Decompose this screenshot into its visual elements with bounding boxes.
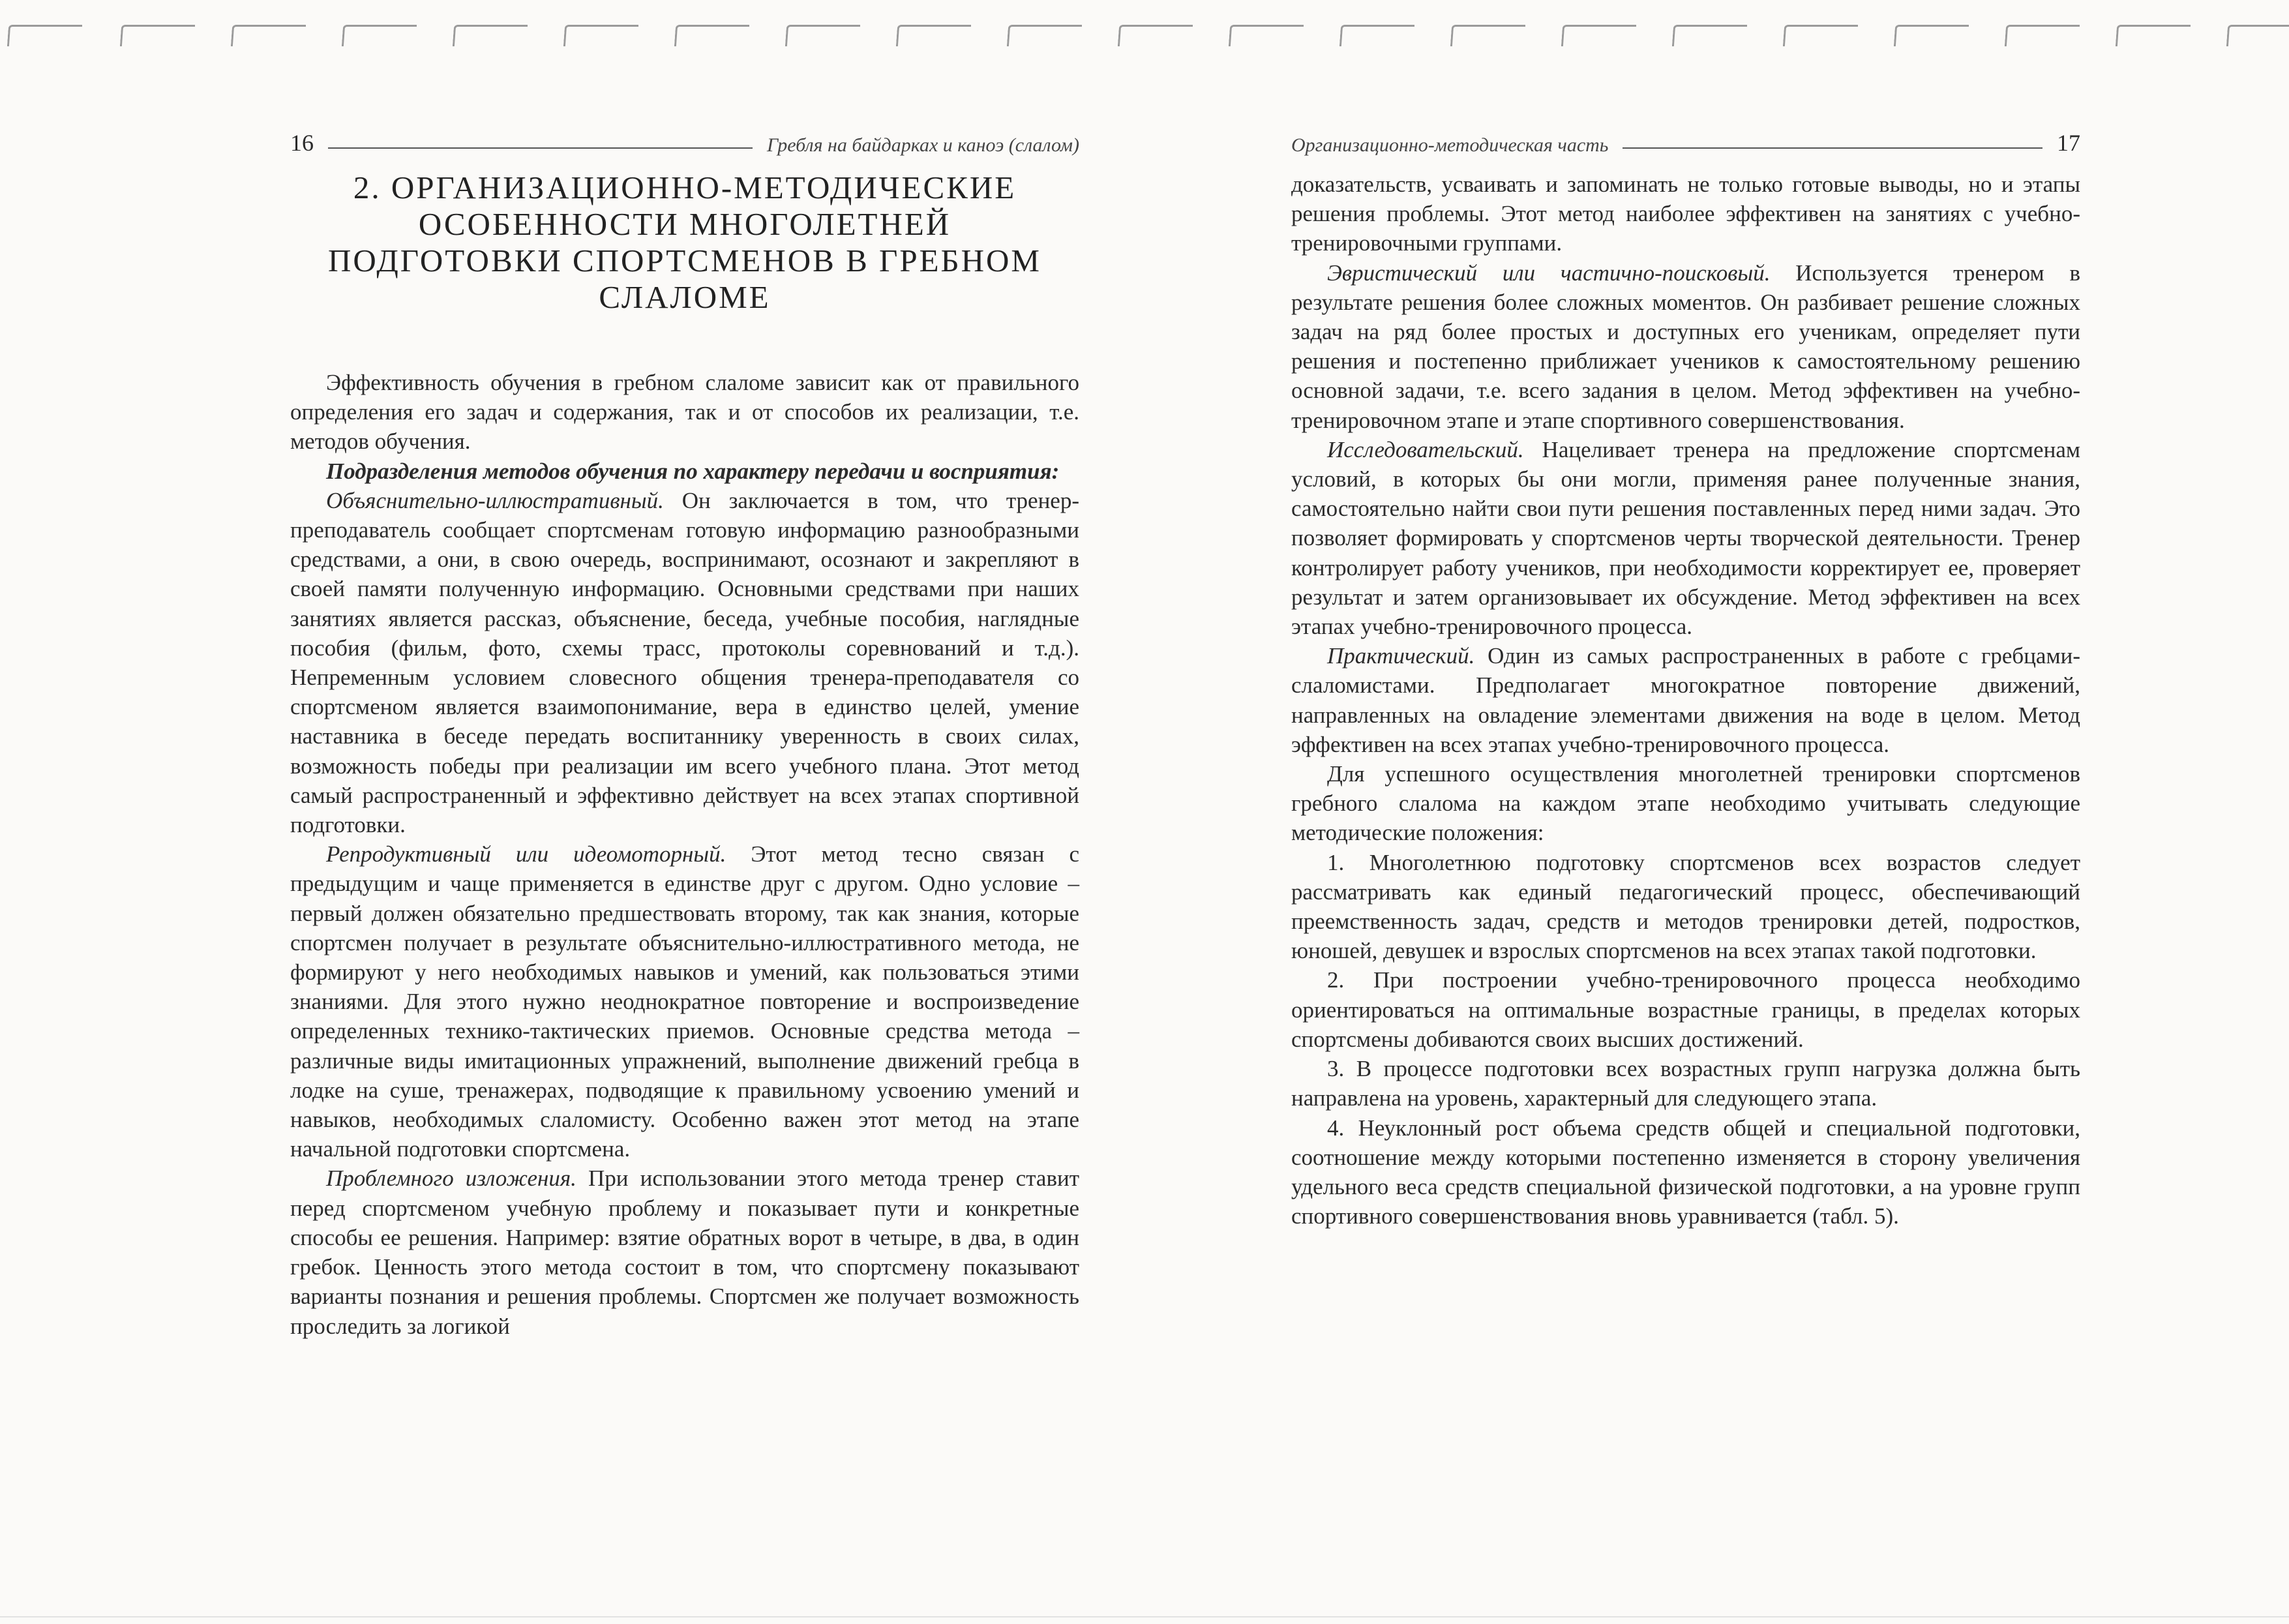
page-bottom-edge xyxy=(0,1616,2289,1617)
chapter-title-line: ОСОБЕННОСТИ МНОГОЛЕТНЕЙ xyxy=(418,206,951,242)
page-number: 17 xyxy=(2057,130,2080,156)
paragraph xyxy=(290,486,1079,839)
running-title: Организационно-методическая часть xyxy=(1291,134,1609,156)
paragraph xyxy=(290,839,1079,1164)
method-term: Проблемного изложения. xyxy=(326,1165,576,1192)
method-text: Этот метод тесно связан с предыдущим и чаще применяется в единстве друг с другом. Одно условие – первый должен обязательно предшествовать второму, так как знания, которые спортсмен получает в результате объяснительно-иллюстративного метода, не формируют у него необходимых навыков и умений, как пользоваться этими знаниями. Для этого нужно неоднократное повторение и воспроизведение определенных технико-тактических приемов. Основные средства метода – различные виды имитационных упражнений, выполнение движений гребца в лодке на суше, тренажерах, подводящие к правильному усвоению умений и навыков, необходимых слаломисту. Особенно важен этот метод на этапе начальной подготовки спортсмена. xyxy=(290,841,1079,1162)
method-term: Исследовательский. xyxy=(1327,436,1524,462)
paragraph xyxy=(290,1164,1079,1340)
left-page xyxy=(290,117,1079,1341)
method-term: Объяснительно-иллюстративный. xyxy=(326,487,664,513)
method-term: Эвристический или частично-поисковый. xyxy=(1327,260,1771,286)
bold-italic-heading: Подразделения методов обучения по характеру передачи и восприятия: xyxy=(326,458,1060,484)
paragraph: доказательств, усваивать и запоминать не только готовые выводы, но и этапы решения проблемы. Этот метод наиболее эффективен на занятиях с учебно-тренировочными группами. xyxy=(1291,172,2080,256)
chapter-title xyxy=(290,170,1079,316)
method-term: Практический. xyxy=(1327,643,1475,669)
header-rule xyxy=(328,147,753,149)
method-text: Один из самых распространенных в работе с гребцами-слаломистами. Предполагает многократное повторение движений, направленных на овладение элементами движения на воде в целом. Метод эффективен на всех этапах учебно-тренировочного процесса. xyxy=(1291,643,2080,757)
numbered-item: 1. Многолетнюю подготовку спортсменов всех возрастов следует рассматривать как единый педагогический процесс, обеспечивающий преемственность задач, средств и методов тренировки детей, подростков, юношей, девушек и взрослых спортсменов на всех этапах такой подготовки. xyxy=(1291,849,2080,964)
numbered-item: 3. В процессе подготовки всех возрастных групп нагрузка должна быть направлена на уровень, характерный для следующего этапа. xyxy=(1291,1056,2080,1111)
paragraph xyxy=(1291,641,2080,759)
paragraph: Для успешного осуществления многолетней тренировки спортсменов гребного слалома на каждом этапе необходимо учитывать следующие методические положения: xyxy=(1291,761,2080,846)
method-text: Используется тренером в результате решения более сложных моментов. Он разбивает решение сложных задач на ряд более простых и доступных его ученикам, определяет пути решения и постепенно приближает учеников к самостоятельному решению основной задачи, т.е. всего задания в целом. Метод эффективен на учебно-тренировочном этапе и этапе спортивного совершенствования. xyxy=(1291,260,2080,433)
left-running-head xyxy=(290,117,1079,157)
chapter-title-line: 2. ОРГАНИЗАЦИОННО-МЕТОДИЧЕСКИЕ xyxy=(353,170,1017,205)
paragraph: Эффективность обучения в гребном слаломе зависит как от правильного определения его задач и содержания, так и от способов их реализации, т.е. методов обучения. xyxy=(290,370,1079,455)
method-text: Он заключается в том, что тренер-преподаватель сообщает спортсменам готовую информацию разнообразными средствами, а они, в свою очередь, воспринимают, осознают и закрепляют в своей памяти полученную информацию. Основными средствами при наших занятиях является рассказ, объяснение, беседа, учебные пособия, наглядные пособия (фильм, фото, схемы трасс, протоколы соревнований и т.д.). Непременным условием словесного общения тренера-преподавателя со спортсменом является взаимопонимание, вера в единство целей, умение наставника в беседе передать воспитаннику уверенность в своих силах, возможность победы при реализации им всего учебного плана. Этот метод самый распространенный и эффективно действует на всех этапах спортивной подготовки. xyxy=(290,487,1079,838)
right-page xyxy=(1291,117,2080,1231)
paragraph xyxy=(1291,435,2080,641)
chapter-title-line: СЛАЛОМЕ xyxy=(599,279,771,315)
page-number: 16 xyxy=(290,130,314,156)
right-running-head xyxy=(1291,117,2080,157)
method-text: Нацеливает тренера на предложение спортсменам условий, в которых бы они могли, применяя ранее полученные знания, самостоятельно найти свои пути решения поставленных перед ними задач. Это позволяет формировать у спортсменов черты творческой деятельности. Тренер контролирует работу учеников, при необходимости корректирует ее, проверяет результат и затем организовывает их обсуждение. Метод эффективен на всех этапах учебно-тренировочного процесса. xyxy=(1291,436,2080,640)
paragraph xyxy=(1291,258,2080,435)
numbered-item: 4. Неуклонный рост объема средств общей и специальной подготовки, соотношение между которыми постепенно изменяется в сторону увеличения удельного веса средств специальной физической подготовки, а на уровне групп спортивного совершенствования вновь уравнивается (табл. 5). xyxy=(1291,1115,2080,1229)
numbered-item: 2. При построении учебно-тренировочного процесса необходимо ориентироваться на оптимальные возрастные границы, в пределах которых спортсмены добиваются своих высших достижений. xyxy=(1291,967,2080,1052)
section-heading xyxy=(290,457,1079,486)
header-rule xyxy=(1623,147,2042,149)
method-term: Репродуктивный или идеомоторный. xyxy=(326,841,726,867)
binding-holes xyxy=(0,25,2289,51)
chapter-title-line: ПОДГОТОВКИ СПОРТСМЕНОВ В ГРЕБНОМ xyxy=(328,243,1041,278)
running-title: Гребля на байдарках и каноэ (слалом) xyxy=(767,134,1079,156)
method-text: При использовании этого метода тренер ставит перед спортсменом учебную проблему и показывает пути и конкретные способы ее решения. Например: взятие обратных ворот в четыре, в два, в один гребок. Ценность этого метода состоит в том, что спортсмену показывают варианты познания и решения проблемы. Спортсмен же получает возможность проследить за логикой xyxy=(290,1165,1080,1339)
